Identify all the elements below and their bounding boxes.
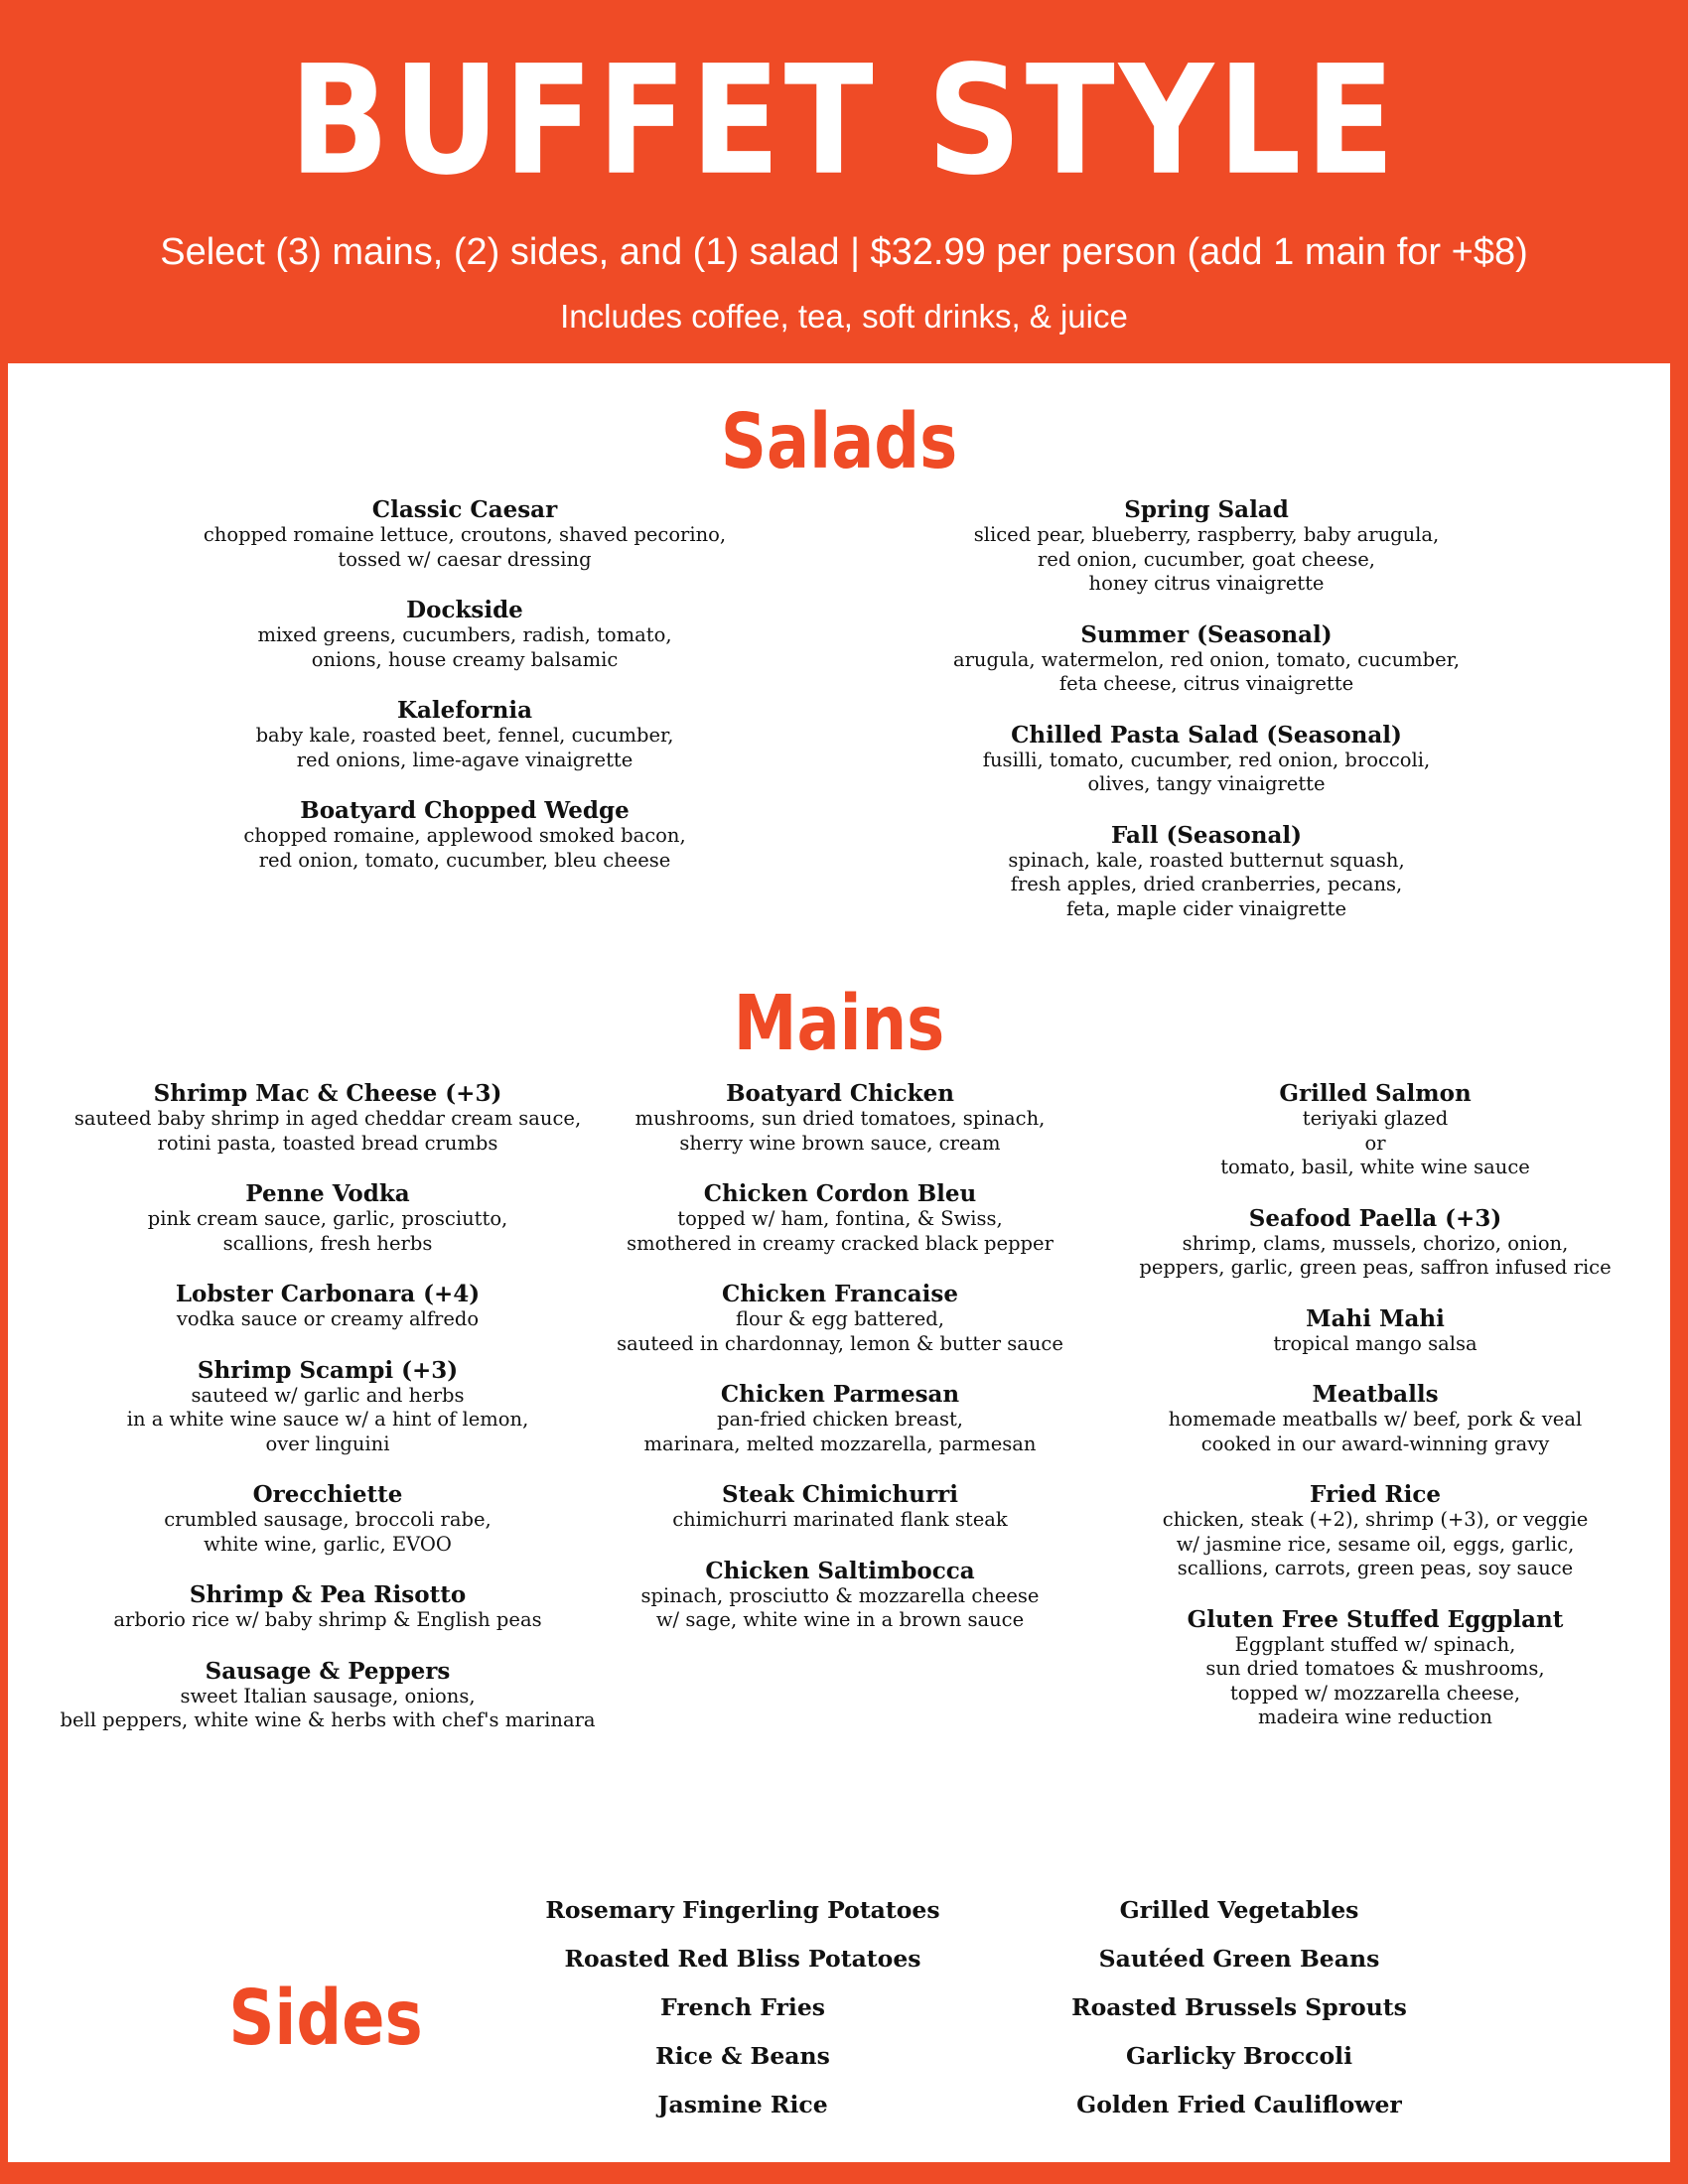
item-name: Gluten Free Stuffed Eggplant <box>1187 1605 1564 1633</box>
item-name: Shrimp Mac & Cheese (+3) <box>153 1080 502 1107</box>
menu-item <box>562 1482 1118 1533</box>
item-description: flour & egg battered, sauteed in chardonnay, lemon & butter sauce <box>617 1307 1063 1355</box>
item-description: sliced pear, blueberry, raspberry, baby arugula, red onion, cucumber, goat cheese, honey citrus vinaigrette <box>973 523 1440 595</box>
side-item: French Fries <box>659 1993 826 2021</box>
menu-item <box>20 1582 635 1633</box>
item-description: fusilli, tomato, cucumber, red onion, broccoli, olives, tangy vinaigrette <box>982 748 1431 795</box>
item-name: Boatyard Chopped Wedge <box>300 797 630 824</box>
item-description: chopped romaine lettuce, croutons, shaved pecorino, tossed w/ caesar dressing <box>203 523 727 571</box>
item-description: arugula, watermelon, red onion, tomato, cucumber, feta cheese, citrus vinaigrette <box>952 647 1461 695</box>
item-description: shrimp, clams, mussels, chorizo, onion, peppers, garlic, green peas, saffron infused rice <box>1139 1231 1612 1279</box>
item-name: Grilled Salmon <box>1279 1080 1472 1107</box>
salads-right-column <box>884 497 1529 921</box>
mains-column-3 <box>1092 1081 1658 1730</box>
menu-item <box>1092 1206 1658 1281</box>
mains-heading: Mains <box>733 980 945 1069</box>
item-description: chimichurri marinated flank steak <box>672 1508 1008 1531</box>
menu-item <box>884 823 1529 922</box>
item-description: spinach, prosciutto & mozzarella cheese w/ sage, white wine in a brown sauce <box>640 1583 1040 1631</box>
item-description: baby kale, roasted beet, fennel, cucumber, red onions, lime-agave vinaigrette <box>255 724 674 771</box>
side-item: Roasted Brussels Sprouts <box>1071 1993 1407 2021</box>
menu-item <box>884 497 1529 597</box>
item-name: Shrimp & Pea Risotto <box>189 1581 467 1608</box>
salads-heading: Salads <box>720 398 958 487</box>
item-name: Chicken Francaise <box>722 1281 958 1307</box>
menu-item <box>20 1482 635 1557</box>
menu-item <box>1092 1081 1658 1180</box>
item-description: pan-fried chicken breast, marinara, melted mozzarella, parmesan <box>643 1408 1037 1455</box>
item-name: Lobster Carbonara (+4) <box>175 1281 481 1307</box>
item-description: sweet Italian sausage, onions, bell peppers, white wine & herbs with chef's marinara <box>60 1684 596 1731</box>
side-item: Rice & Beans <box>655 2042 830 2070</box>
side-item: Garlicky Broccoli <box>1125 2042 1353 2070</box>
item-description: sauteed baby shrimp in aged cheddar cream sauce, rotini pasta, toasted bread crumbs <box>73 1107 582 1155</box>
side-item: Grilled Vegetables <box>1119 1896 1359 1924</box>
mains-column-2 <box>562 1081 1118 1633</box>
menu-item <box>1092 1306 1658 1357</box>
item-name: Seafood Paella (+3) <box>1248 1204 1502 1232</box>
item-name: Fall (Seasonal) <box>1110 821 1303 849</box>
menu-item <box>562 1081 1118 1156</box>
menu-item <box>20 1659 635 1733</box>
item-description: Eggplant stuffed w/ spinach, sun dried tomatoes & mushrooms, topped w/ mozzarella cheese, madeira wine reduction <box>1205 1632 1545 1728</box>
sides-heading: Sides <box>228 1975 423 2064</box>
item-name: Penne Vodka <box>245 1180 410 1207</box>
item-name: Shrimp Scampi (+3) <box>197 1356 459 1384</box>
item-name: Chicken Parmesan <box>720 1381 960 1408</box>
menu-item <box>157 798 773 873</box>
item-name: Chicken Saltimbocca <box>705 1557 975 1584</box>
item-name: Meatballs <box>1312 1381 1439 1408</box>
item-name: Kalefornia <box>397 697 532 724</box>
menu-item <box>20 1181 635 1256</box>
item-description: spinach, kale, roasted butternut squash, fresh apples, dried cranberries, pecans, feta, maple cider vinaigrette <box>1008 848 1405 920</box>
item-name: Fried Rice <box>1310 1481 1441 1508</box>
item-description: crumbled sausage, broccoli rabe, white wine, garlic, EVOO <box>164 1508 492 1556</box>
item-name: Dockside <box>406 597 523 623</box>
item-name: Orecchiette <box>252 1481 403 1508</box>
item-name: Summer (Seasonal) <box>1080 620 1333 648</box>
item-name: Classic Caesar <box>371 496 558 523</box>
side-item: Golden Fried Cauliflower <box>1076 2091 1402 2118</box>
item-name: Steak Chimichurri <box>722 1481 958 1508</box>
item-name: Sausage & Peppers <box>205 1657 451 1685</box>
menu-item <box>1092 1482 1658 1581</box>
side-item: Sautéed Green Beans <box>1098 1945 1380 1973</box>
item-description: chicken, steak (+2), shrimp (+3), or veggie w/ jasmine rice, sesame oil, eggs, garlic, scallions, carrots, green peas, soy sauce <box>1162 1508 1589 1579</box>
page-title: BUFFET STYLE <box>289 33 1399 209</box>
item-description: homemade meatballs w/ beef, pork & veal cooked in our award-winning gravy <box>1168 1408 1583 1455</box>
side-item: Rosemary Fingerling Potatoes <box>545 1896 940 1924</box>
item-description: chopped romaine, applewood smoked bacon, red onion, tomato, cucumber, bleu cheese <box>243 824 686 872</box>
menu-item <box>562 1559 1118 1633</box>
sides-right-column <box>1001 1886 1477 2129</box>
menu-item <box>157 698 773 772</box>
menu-item <box>20 1358 635 1457</box>
menu-item <box>157 497 773 572</box>
menu-item <box>562 1181 1118 1256</box>
item-description: topped w/ ham, fontina, & Swiss, smothered in creamy cracked black pepper <box>627 1207 1054 1255</box>
includes-line: Includes coffee, tea, soft drinks, & juice <box>560 298 1128 335</box>
pricing-line: Select (3) mains, (2) sides, and (1) salad | $32.99 per person (add 1 main for +$8) <box>160 231 1528 273</box>
menu-item <box>1092 1382 1658 1456</box>
side-item: Roasted Red Bliss Potatoes <box>564 1945 921 1973</box>
item-name: Mahi Mahi <box>1306 1304 1445 1332</box>
menu-item <box>562 1282 1118 1356</box>
item-description: mushrooms, sun dried tomatoes, spinach, sherry wine brown sauce, cream <box>634 1107 1046 1155</box>
menu-item <box>884 723 1529 797</box>
item-description: sauteed w/ garlic and herbs in a white wine sauce w/ a hint of lemon, over linguini <box>126 1383 529 1455</box>
item-description: tropical mango salsa <box>1273 1331 1477 1355</box>
side-item: Jasmine Rice <box>657 2091 828 2118</box>
menu-item <box>20 1081 635 1156</box>
item-name: Chilled Pasta Salad (Seasonal) <box>1011 721 1402 749</box>
menu-item <box>562 1382 1118 1456</box>
menu-item <box>20 1282 635 1332</box>
sides-left-column <box>504 1886 981 2129</box>
mains-column-1 <box>20 1081 635 1733</box>
item-name: Chicken Cordon Bleu <box>703 1180 977 1207</box>
menu-item <box>884 622 1529 697</box>
menu-item <box>157 598 773 672</box>
item-description: arborio rice w/ baby shrimp & English peas <box>113 1608 542 1631</box>
header <box>0 0 1688 362</box>
salads-left-column <box>157 497 773 873</box>
item-name: Spring Salad <box>1124 496 1289 523</box>
menu-item <box>1092 1607 1658 1730</box>
item-description: pink cream sauce, garlic, prosciutto, scallions, fresh herbs <box>147 1207 508 1255</box>
item-description: teriyaki glazed or tomato, basil, white wine sauce <box>1220 1107 1530 1178</box>
item-description: vodka sauce or creamy alfredo <box>176 1307 480 1330</box>
menu-panel <box>8 363 1670 2162</box>
item-description: mixed greens, cucumbers, radish, tomato, onions, house creamy balsamic <box>257 623 672 671</box>
item-name: Boatyard Chicken <box>726 1080 954 1107</box>
